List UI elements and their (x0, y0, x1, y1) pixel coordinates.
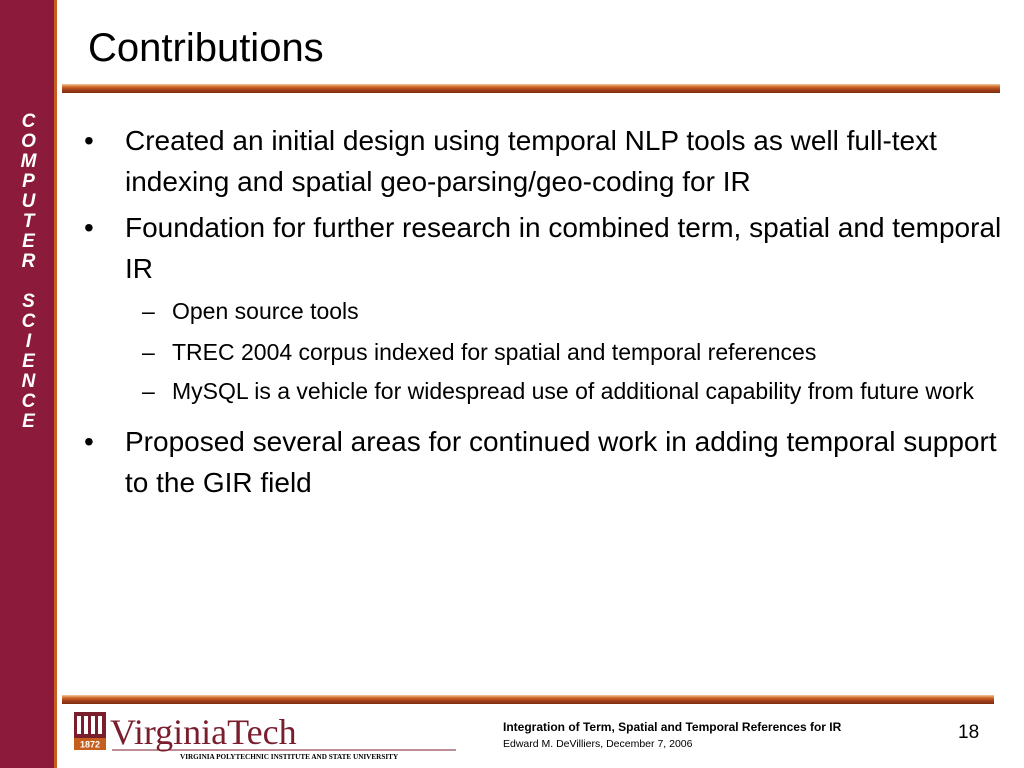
presentation-title: Integration of Term, Spatial and Temporal References for IR (503, 720, 842, 734)
bullet-text: Foundation for further research in combined term, spatial and temporal IR (125, 212, 1002, 284)
sub-bullet-text: Open source tools (172, 298, 359, 324)
bullet-text: Created an initial design using temporal NLP tools as well full-text indexing and spatial geo-parsing/geo-coding for IR (125, 125, 937, 197)
side-band-text: C O M P U T E R S C I E N C E (20, 111, 37, 432)
bullet-marker: • (84, 125, 94, 156)
bottom-divider (62, 695, 994, 704)
sub-bullet-item (84, 376, 1004, 407)
logo-tagline: VIRGINIA POLYTECHNIC INSTITUTE AND STATE UNIVERSITY (180, 753, 399, 761)
bullet-item (84, 421, 1004, 503)
author-date: Edward M. DeVilliers, December 7, 2006 (503, 738, 693, 750)
shield-icon (74, 712, 106, 750)
bullet-item (84, 207, 1004, 289)
bullet-marker: • (84, 212, 94, 243)
side-band (0, 0, 57, 768)
bullet-marker: • (84, 426, 94, 457)
sub-bullet-marker: – (142, 298, 155, 324)
logo-wordmark: VirginiaTech (110, 712, 297, 752)
sub-bullet-item (84, 335, 1004, 369)
logo-year: 1872 (79, 739, 101, 750)
sub-bullet-marker: – (142, 378, 155, 404)
bullet-item (84, 120, 1004, 202)
top-divider (62, 84, 1000, 93)
sub-bullet-text: TREC 2004 corpus indexed for spatial and temporal references (172, 339, 817, 365)
slide-title: Contributions (88, 26, 324, 70)
sub-bullet-text: MySQL is a vehicle for widespread use of additional capability from future work (172, 378, 974, 404)
virginia-tech-logo (74, 710, 464, 762)
sub-bullet-item (84, 294, 1004, 328)
bullet-text: Proposed several areas for continued work in adding temporal support to the GIR field (125, 426, 997, 498)
slide-content (84, 120, 1004, 508)
sub-bullet-marker: – (142, 339, 155, 365)
page-number: 18 (958, 722, 980, 743)
